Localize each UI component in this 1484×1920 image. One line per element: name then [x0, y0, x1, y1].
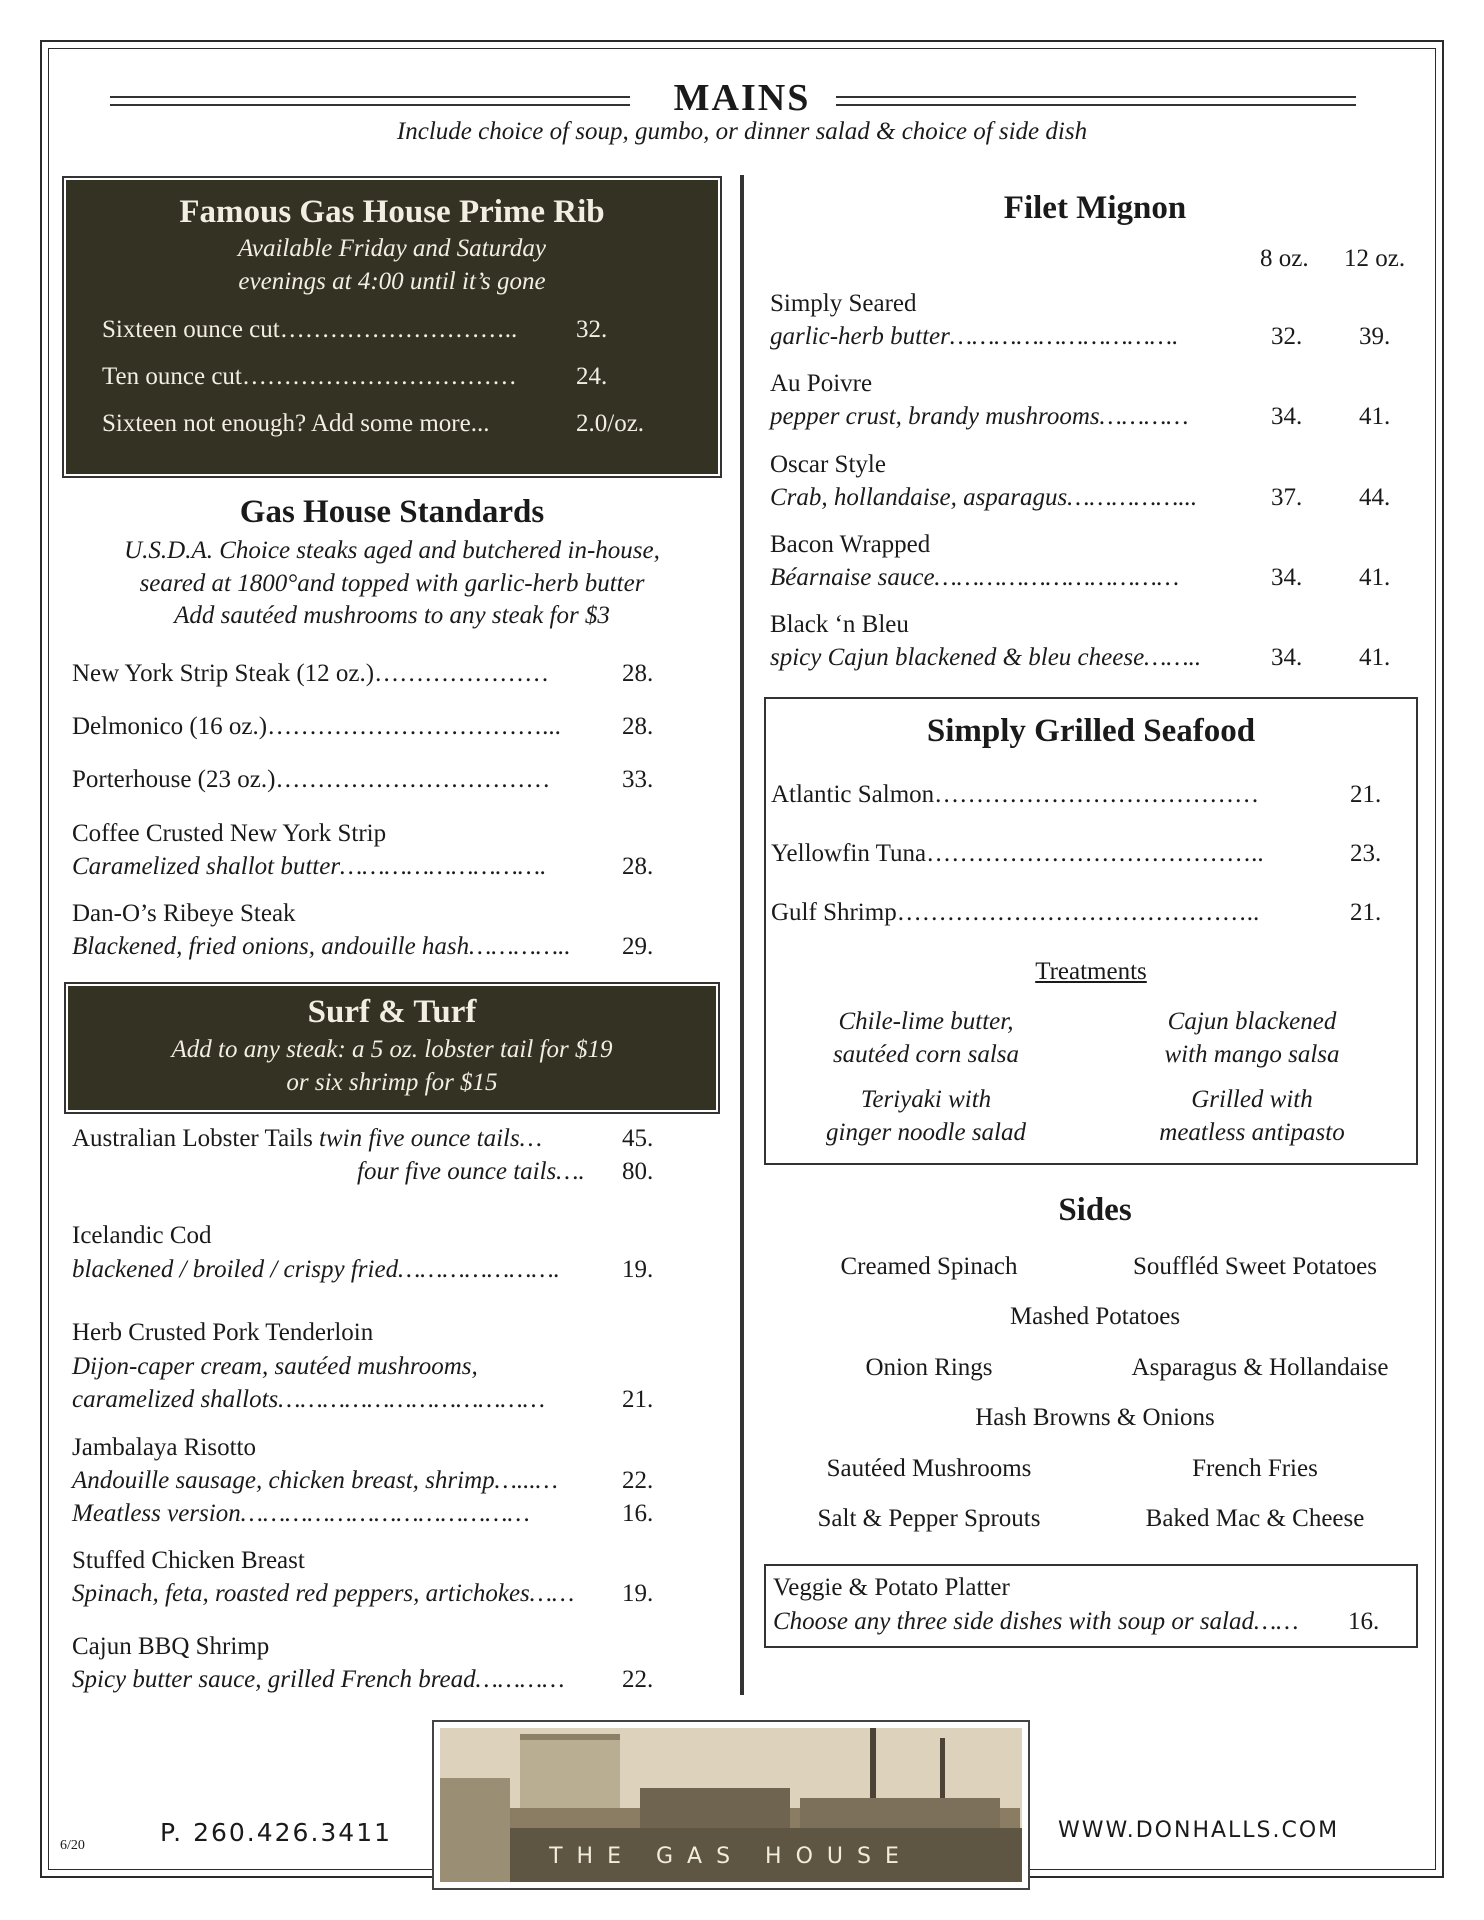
menu-item-name: Delmonico (16 oz.)……………………………...: [72, 713, 561, 740]
filet-size-1: 8 oz.: [1260, 245, 1309, 272]
filet-title: Filet Mignon: [1003, 190, 1187, 226]
sides-title: Sides: [1058, 1192, 1132, 1228]
side-item: Onion Rings: [865, 1354, 993, 1381]
filet-item-desc: Crab, hollandaise, asparagus……………...: [770, 484, 1198, 511]
gas-house-photo: [432, 1720, 1030, 1890]
photo-image: [440, 1728, 1022, 1882]
side-item: Creamed Spinach: [840, 1253, 1018, 1280]
print-date: 6/20: [60, 1838, 85, 1853]
website-url: WWW.DONHALLS.COM: [1058, 1818, 1340, 1843]
treatments-heading: [766, 958, 1416, 986]
standards-note-1: U.S.D.A. Choice steaks aged and butchered in-house,: [124, 537, 660, 564]
side-item: Salt & Pepper Sprouts: [817, 1505, 1041, 1532]
page-subtitle: Include choice of soup, gumbo, or dinner salad & choice of side dish: [396, 118, 1088, 145]
column-divider: [740, 175, 744, 1695]
photo-caption: THE GAS HOUSE: [549, 1844, 913, 1869]
surf-turf-box: [66, 984, 718, 1112]
prime-rib-item-price: 2.0/oz.: [576, 410, 645, 437]
menu-item-desc: Meatless version…………………………………: [72, 1500, 530, 1527]
menu-item-price: 33.: [622, 766, 654, 793]
treatment-line: ginger noodle salad: [826, 1119, 1026, 1146]
seafood-box: [764, 697, 1418, 1165]
treatment-line: Cajun blackened: [1167, 1008, 1337, 1035]
seafood-item-name: Atlantic Salmon…………………………………: [771, 781, 1260, 808]
menu-item-name: Porterhouse (23 oz.)……………………………: [72, 766, 551, 793]
filet-item-desc: pepper crust, brandy mushrooms…………: [770, 403, 1189, 430]
surf-turf-note-1: Add to any steak: a 5 oz. lobster tail for $19: [171, 1036, 613, 1063]
seafood-item-price: 21.: [1350, 781, 1382, 808]
platter-name: Veggie & Potato Platter: [773, 1574, 1010, 1601]
menu-item-name: Jambalaya Risotto: [72, 1434, 256, 1461]
surf-turf-title: Surf & Turf: [307, 994, 477, 1030]
side-item: Sautéed Mushrooms: [826, 1455, 1032, 1482]
treatment-option: [1102, 1005, 1402, 1071]
lobster-title: Australian Lobster Tails: [72, 1125, 313, 1152]
treatment-line: meatless antipasto: [1159, 1119, 1345, 1146]
filet-item-name: Bacon Wrapped: [770, 531, 931, 558]
treatment-line: with mango salsa: [1164, 1041, 1340, 1068]
seafood-item-price: 23.: [1350, 840, 1382, 867]
filet-price-12oz: 39.: [1359, 323, 1391, 350]
phone-number: P. 260.426.3411: [160, 1818, 393, 1847]
menu-item-price: 28.: [622, 713, 654, 740]
page-title: MAINS: [673, 77, 811, 119]
menu-item-name: Icelandic Cod: [72, 1222, 212, 1249]
treatment-line: sautéed corn salsa: [832, 1041, 1020, 1068]
prime-rib-note-2: evenings at 4:00 until it’s gone: [238, 268, 546, 295]
menu-item-name: Herb Crusted Pork Tenderloin: [72, 1319, 374, 1346]
filet-item-name: Simply Seared: [770, 290, 917, 317]
side-item: French Fries: [1192, 1455, 1318, 1482]
menu-item-name: Cajun BBQ Shrimp: [72, 1633, 270, 1660]
menu-item-name: New York Strip Steak (12 oz.)…………………: [72, 660, 550, 687]
treatment-line: Grilled with: [1191, 1086, 1313, 1113]
standards-note-2: seared at 1800°and topped with garlic-herb butter: [139, 570, 645, 597]
treatment-option: [776, 1083, 1076, 1149]
filet-price-12oz: 41.: [1359, 644, 1391, 671]
lobster-name: [72, 1125, 542, 1153]
menu-item-price: 22.: [622, 1467, 654, 1494]
treatments-label: Treatments: [1035, 958, 1147, 985]
seafood-item-name: Gulf Shrimp……………………………………..: [771, 899, 1260, 926]
prime-rib-item-price: 32.: [576, 316, 608, 343]
side-item: Asparagus & Hollandaise: [1131, 1354, 1389, 1381]
menu-item-price: 22.: [622, 1666, 654, 1693]
standards-title: Gas House Standards: [239, 494, 545, 530]
prime-rib-note-1: Available Friday and Saturday: [237, 235, 547, 262]
treatment-line: Chile-lime butter,: [838, 1008, 1014, 1035]
menu-item-price: 19.: [622, 1580, 654, 1607]
filet-price-12oz: 41.: [1359, 564, 1391, 591]
menu-item-desc: Spinach, feta, roasted red peppers, artichokes……: [72, 1580, 575, 1607]
surf-turf-note-2: or six shrimp for $15: [286, 1069, 498, 1096]
standards-note-3: Add sautéed mushrooms to any steak for $3: [174, 602, 610, 629]
menu-item-price: 19.: [622, 1256, 654, 1283]
prime-rib-item-name: Sixteen not enough? Add some more...: [102, 410, 490, 437]
side-item: Baked Mac & Cheese: [1145, 1505, 1365, 1532]
prime-rib-box: [64, 178, 720, 476]
lobster-price-1: 45.: [622, 1125, 654, 1152]
menu-item-price: 28.: [622, 853, 654, 880]
platter-box: [764, 1564, 1418, 1648]
menu-item-name: Coffee Crusted New York Strip: [72, 820, 387, 847]
lobster-option-2: four five ounce tails….: [357, 1158, 585, 1185]
lobster-price-2: 80.: [622, 1158, 654, 1185]
prime-rib-item-name: Sixteen ounce cut………………………..: [102, 316, 518, 343]
filet-price-8oz: 34.: [1271, 644, 1303, 671]
menu-item-price: 28.: [622, 660, 654, 687]
filet-price-12oz: 41.: [1359, 403, 1391, 430]
menu-item-desc: Blackened, fried onions, andouille hash…………..: [72, 933, 571, 960]
platter-price: 16.: [1348, 1608, 1380, 1635]
filet-price-8oz: 37.: [1271, 484, 1303, 511]
seafood-title: Simply Grilled Seafood: [926, 713, 1256, 749]
prime-rib-item-price: 24.: [576, 363, 608, 390]
filet-item-desc: spicy Cajun blackened & bleu cheese……..: [770, 644, 1202, 671]
seafood-item-name: Yellowfin Tuna…………………………………..: [771, 840, 1264, 867]
filet-item-desc: Béarnaise sauce……………………………: [770, 564, 1180, 591]
menu-item-price: 16.: [622, 1500, 654, 1527]
treatment-line: Teriyaki with: [860, 1086, 992, 1113]
menu-item-name: Stuffed Chicken Breast: [72, 1547, 305, 1574]
prime-rib-title: Famous Gas House Prime Rib: [179, 194, 605, 230]
filet-price-8oz: 34.: [1271, 564, 1303, 591]
filet-size-2: 12 oz.: [1344, 245, 1406, 272]
treatment-option: [1102, 1083, 1402, 1149]
filet-item-name: Oscar Style: [770, 451, 886, 478]
filet-price-12oz: 44.: [1359, 484, 1391, 511]
filet-item-name: Au Poivre: [770, 370, 873, 397]
menu-item-desc: Andouille sausage, chicken breast, shrimp…...…: [72, 1467, 558, 1494]
side-item: Souffléd Sweet Potatoes: [1133, 1253, 1377, 1280]
menu-item-price: 29.: [622, 933, 654, 960]
prime-rib-item-name: Ten ounce cut……………………………: [102, 363, 517, 390]
menu-item-price: 21.: [622, 1386, 654, 1413]
seafood-item-price: 21.: [1350, 899, 1382, 926]
side-item: Mashed Potatoes: [1009, 1303, 1181, 1330]
filet-price-8oz: 34.: [1271, 403, 1303, 430]
lobster-option-1: twin five ounce tails…: [319, 1125, 542, 1152]
platter-desc: Choose any three side dishes with soup or salad……: [773, 1608, 1299, 1635]
menu-item-desc: Dijon-caper cream, sautéed mushrooms,: [72, 1353, 478, 1380]
menu-item-desc: blackened / broiled / crispy fried………………….: [72, 1256, 560, 1283]
side-item: Hash Browns & Onions: [975, 1404, 1215, 1431]
treatment-option: [776, 1005, 1076, 1071]
menu-item-desc: Spicy butter sauce, grilled French bread…………: [72, 1666, 565, 1693]
filet-item-desc: garlic-herb butter………………………….: [770, 323, 1179, 350]
menu-item-desc: caramelized shallots………………………………: [72, 1386, 545, 1413]
filet-item-name: Black ‘n Bleu: [770, 611, 909, 638]
filet-price-8oz: 32.: [1271, 323, 1303, 350]
menu-item-name: Dan-O’s Ribeye Steak: [72, 900, 296, 927]
menu-item-desc: Caramelized shallot butter……………………….: [72, 853, 547, 880]
